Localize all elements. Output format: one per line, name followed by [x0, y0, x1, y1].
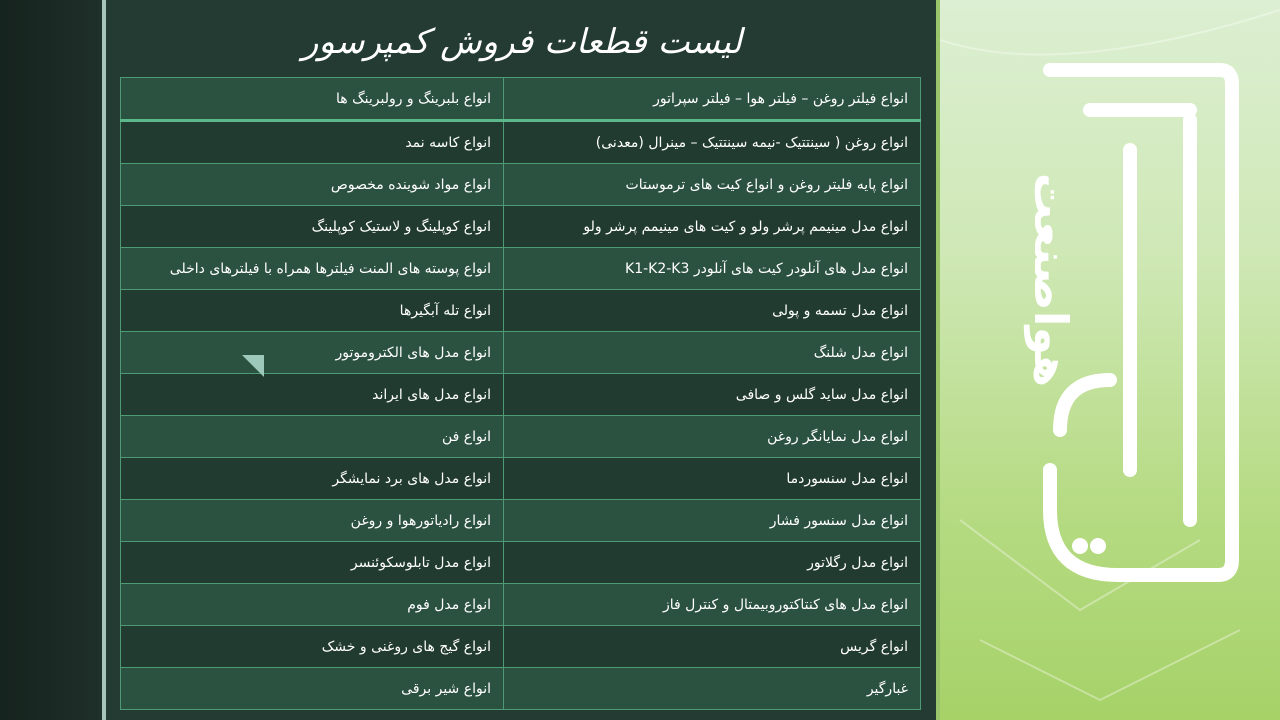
table-cell-left: انواع کوپلینگ و لاستیک کوپلینگ [121, 206, 504, 248]
table-cell-right: غبارگیر [504, 668, 921, 710]
table-row [121, 374, 921, 416]
table-row [121, 626, 921, 668]
table-row [121, 290, 921, 332]
table-cell-left: انواع مدل های برد نمایشگر [121, 458, 504, 500]
table-cell-left: انواع مدل های الکتروموتور [121, 332, 504, 374]
table-cell-right: انواع پایه فلیتر روغن و انواع کیت های ترموستات [504, 164, 921, 206]
table-row [121, 542, 921, 584]
table-cell-right: انواع مدل شلنگ [504, 332, 921, 374]
table-cell-right: انواع گریس [504, 626, 921, 668]
corner-marker [242, 355, 264, 377]
table-cell-left: انواع گیج های روغنی و خشک [121, 626, 504, 668]
table-row [121, 164, 921, 206]
table-row [121, 416, 921, 458]
table-cell-right: انواع مدل نمایانگر روغن [504, 416, 921, 458]
table-row [121, 584, 921, 626]
table-cell-left: انواع مدل فوم [121, 584, 504, 626]
table-cell-left: انواع پوسته های المنت فیلترها همراه با فیلترهای داخلی [121, 248, 504, 290]
logo-text: هواصنعت [1024, 172, 1078, 388]
table-cell-right: انواع فیلتر روغن – فیلتر هوا – فیلتر سپراتور [504, 78, 921, 121]
table-cell-left: انواع فن [121, 416, 504, 458]
table-cell-right: انواع مدل ساید گلس و صافی [504, 374, 921, 416]
table-cell-right: انواع روغن ( سینتتیک -نیمه سینتتیک – مینرال (معدنی) [504, 121, 921, 164]
table-cell-right: انواع مدل های کنتاکتوروبیمتال و کنترل فاز [504, 584, 921, 626]
table-row [121, 78, 921, 121]
table-row [121, 668, 921, 710]
table-row [121, 248, 921, 290]
table-cell-left: انواع کاسه نمد [121, 121, 504, 164]
table-cell-left: انواع بلبرینگ و رولبرینگ ها [121, 78, 504, 121]
table-cell-right: انواع مدل رگلاتور [504, 542, 921, 584]
table-cell-right: انواع مدل تسمه و پولی [504, 290, 921, 332]
table-cell-left: انواع رادیاتورهوا و روغن [121, 500, 504, 542]
table-cell-right: انواع مدل مینیمم پرشر ولو و کیت های مینیمم پرشر ولو [504, 206, 921, 248]
table-cell-right: انواع مدل های آنلودر کیت های آنلودر K1-K2-K3 [504, 248, 921, 290]
parts-table [120, 77, 921, 710]
table-cell-right: انواع مدل سنسور فشار [504, 500, 921, 542]
table-cell-left: انواع تله آبگیرها [121, 290, 504, 332]
left-dark-strip [0, 0, 102, 720]
table-row [121, 500, 921, 542]
table-row [121, 206, 921, 248]
table-cell-left: انواع مدل های ایراند [121, 374, 504, 416]
logo-panel [940, 0, 1280, 720]
logo-wordmark [940, 0, 1280, 720]
parts-table-body [121, 78, 921, 710]
page-title: لیست قطعات فروش کمپرسور [302, 22, 742, 62]
table-cell-left: انواع مدل تابلوسکوئنسر [121, 542, 504, 584]
table-cell-left: انواع مواد شوینده مخصوص [121, 164, 504, 206]
table-row [121, 121, 921, 164]
table-cell-left: انواع شیر برقی [121, 668, 504, 710]
table-row [121, 332, 921, 374]
table-cell-right: انواع مدل سنسوردما [504, 458, 921, 500]
table-row [121, 458, 921, 500]
